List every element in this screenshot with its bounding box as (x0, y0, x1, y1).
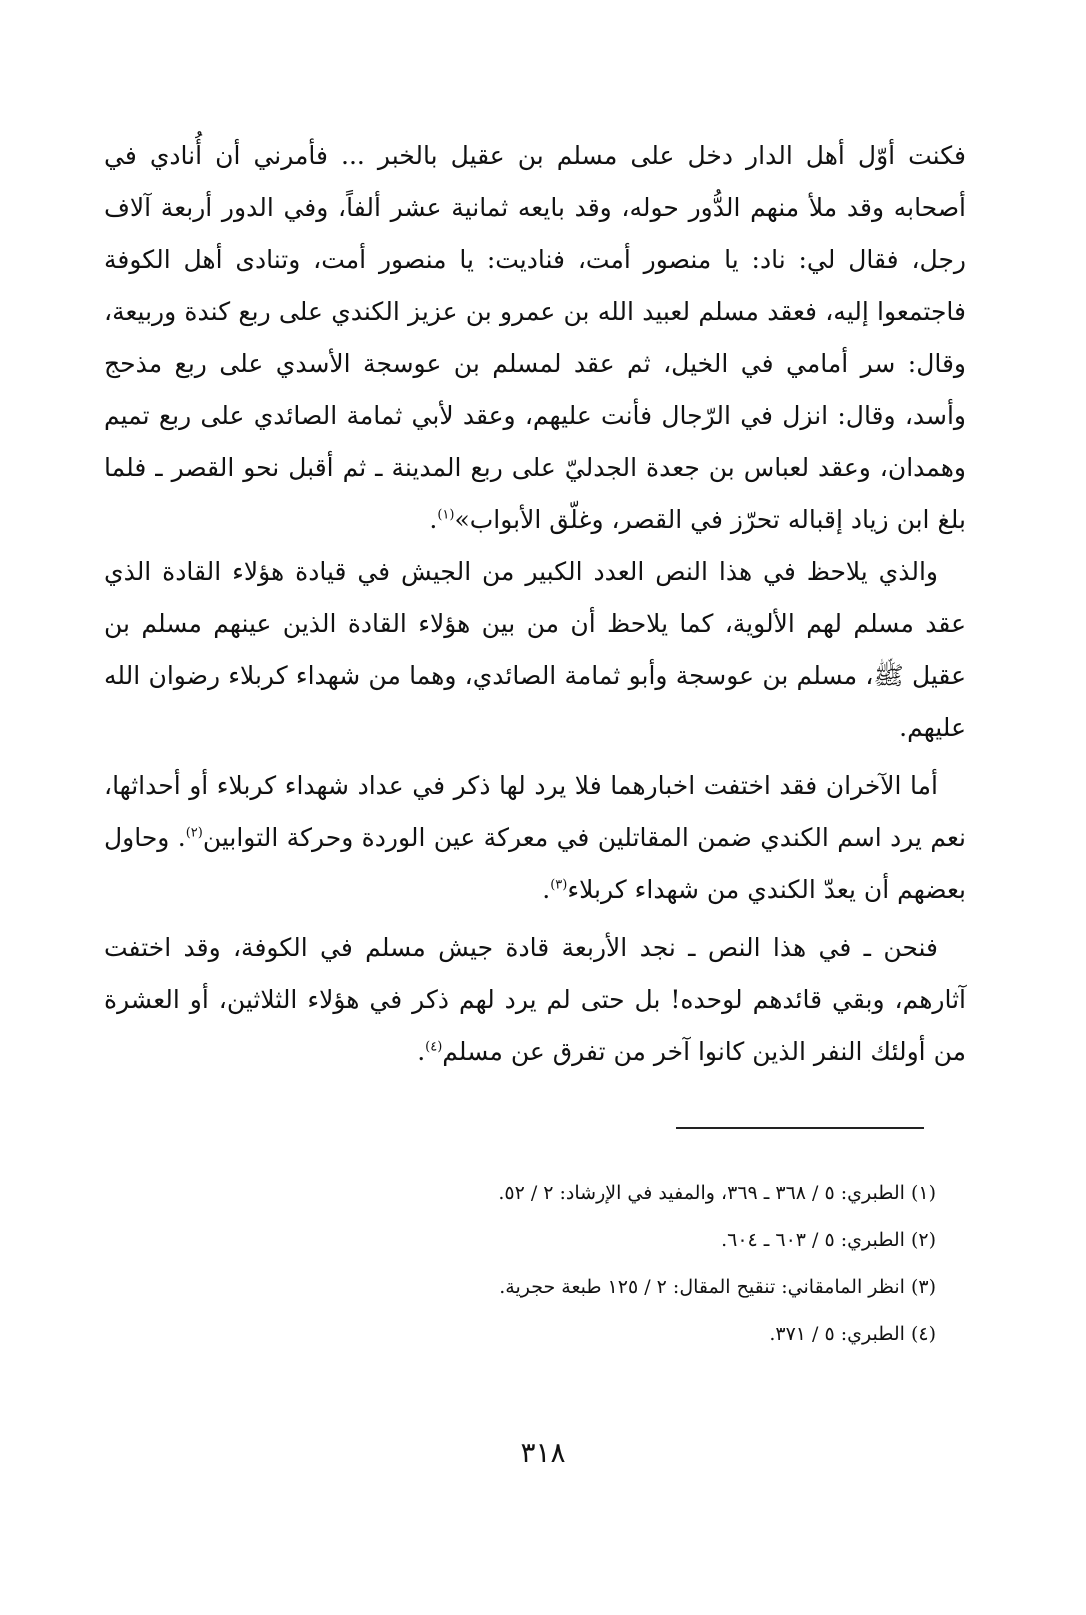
main-text (104, 130, 966, 1078)
footnote-ref-1: (١) (437, 507, 455, 523)
footnote-ref-4: (٤) (425, 1039, 443, 1055)
footnote-1: (١) الطبري: ٥ / ٣٦٨ ـ ٣٦٩، والمفيد في الإرشاد: ٢ / ٥٢. (498, 1182, 936, 1204)
footnote-3: (٣) انظر المامقاني: تنقيح المقال: ٢ / ١٢٥ طبعة حجرية. (499, 1276, 936, 1298)
quote-text: فكنت أوّل أهل الدار دخل على مسلم بن عقيل بالخبر ... فأمرني أن أُنادي في أصحابه وقد ملأ منهم الدُّور حوله، وقد بايعه ثمانية عشر ألفاً، وفي الدور أربعة آلاف رجل، فقال لي: ناد: يا منصور أمت، فناديت: يا منصور أمت، وتنادى أهل الكوفة فاجتمعوا إليه، فعقد مسلم لعبيد الله بن عمرو بن عزيز الكندي على ربع كندة وربيعة، وقال: سر أمامي في الخيل، ثم عقد لمسلم بن عوسجة الأسدي على ربع مذحج وأسد، وقال: انزل في الرّجال فأنت عليهم، وعقد لأبي ثمامة الصائدي على ربع تميم وهمدان، وعقد لعباس بن جعدة الجدليّ على ربع المدينة ـ ثم أقبل نحو القصر ـ فلما بلغ ابن زياد إقباله تحرّز في القصر، وغلّق الأبواب» (104, 141, 966, 534)
footnote-2: (٢) الطبري: ٥ / ٦٠٣ ـ ٦٠٤. (721, 1229, 936, 1251)
paragraph-conclusion (104, 922, 966, 1078)
paragraph-conclusion-end: . (417, 1037, 426, 1066)
paragraph-others-text-a: أما الآخران فقد اختفت اخبارهما فلا يرد لها ذكر في عداد شهداء كربلاء أو أحداثها، نعم يرد اسم الكندي ضمن المقاتلين في معركة عين الوردة وحركة التوابين (104, 771, 966, 852)
paragraph-others (104, 760, 966, 916)
paragraph-conclusion-text: فنحن ـ في هذا النص ـ نجد الأربعة قادة جيش مسلم في الكوفة، وقد اختفت آثارهم، وبقي قائدهم لوحده! بل حتى لم يرد لهم ذكر في هؤلاء الثلاثين، أو العشرة من أولئك النفر الذين كانوا آخر من تفرق عن مسلم (104, 933, 966, 1066)
paragraph-observation: والذي يلاحظ في هذا النص العدد الكبير من الجيش في قيادة هؤلاء القادة الذي عقد مسلم لهم الألوية، كما يلاحظ أن من بين هؤلاء القادة الذين عينهم مسلم بن عقيل ﷺ، مسلم بن عوسجة وأبو ثمامة الصائدي، وهما من شهداء كربلاء رضوان الله عليهم. (104, 557, 966, 742)
footnote-ref-3: (٣) (550, 877, 568, 893)
page-number: ٣١٨ (520, 1436, 566, 1469)
paragraph-others-text-b: . وحاول بعضهم أن يعدّ الكندي من شهداء كربلاء (104, 823, 966, 904)
footnotes (104, 1170, 936, 1358)
footnote-divider (676, 1127, 924, 1129)
footnote-ref-2: (٢) (185, 825, 203, 841)
quoted-paragraph (104, 130, 966, 546)
paragraph-others-end: . (542, 875, 551, 904)
quote-end: . (429, 505, 438, 534)
footnote-4: (٤) الطبري: ٥ / ٣٧١. (769, 1323, 936, 1345)
